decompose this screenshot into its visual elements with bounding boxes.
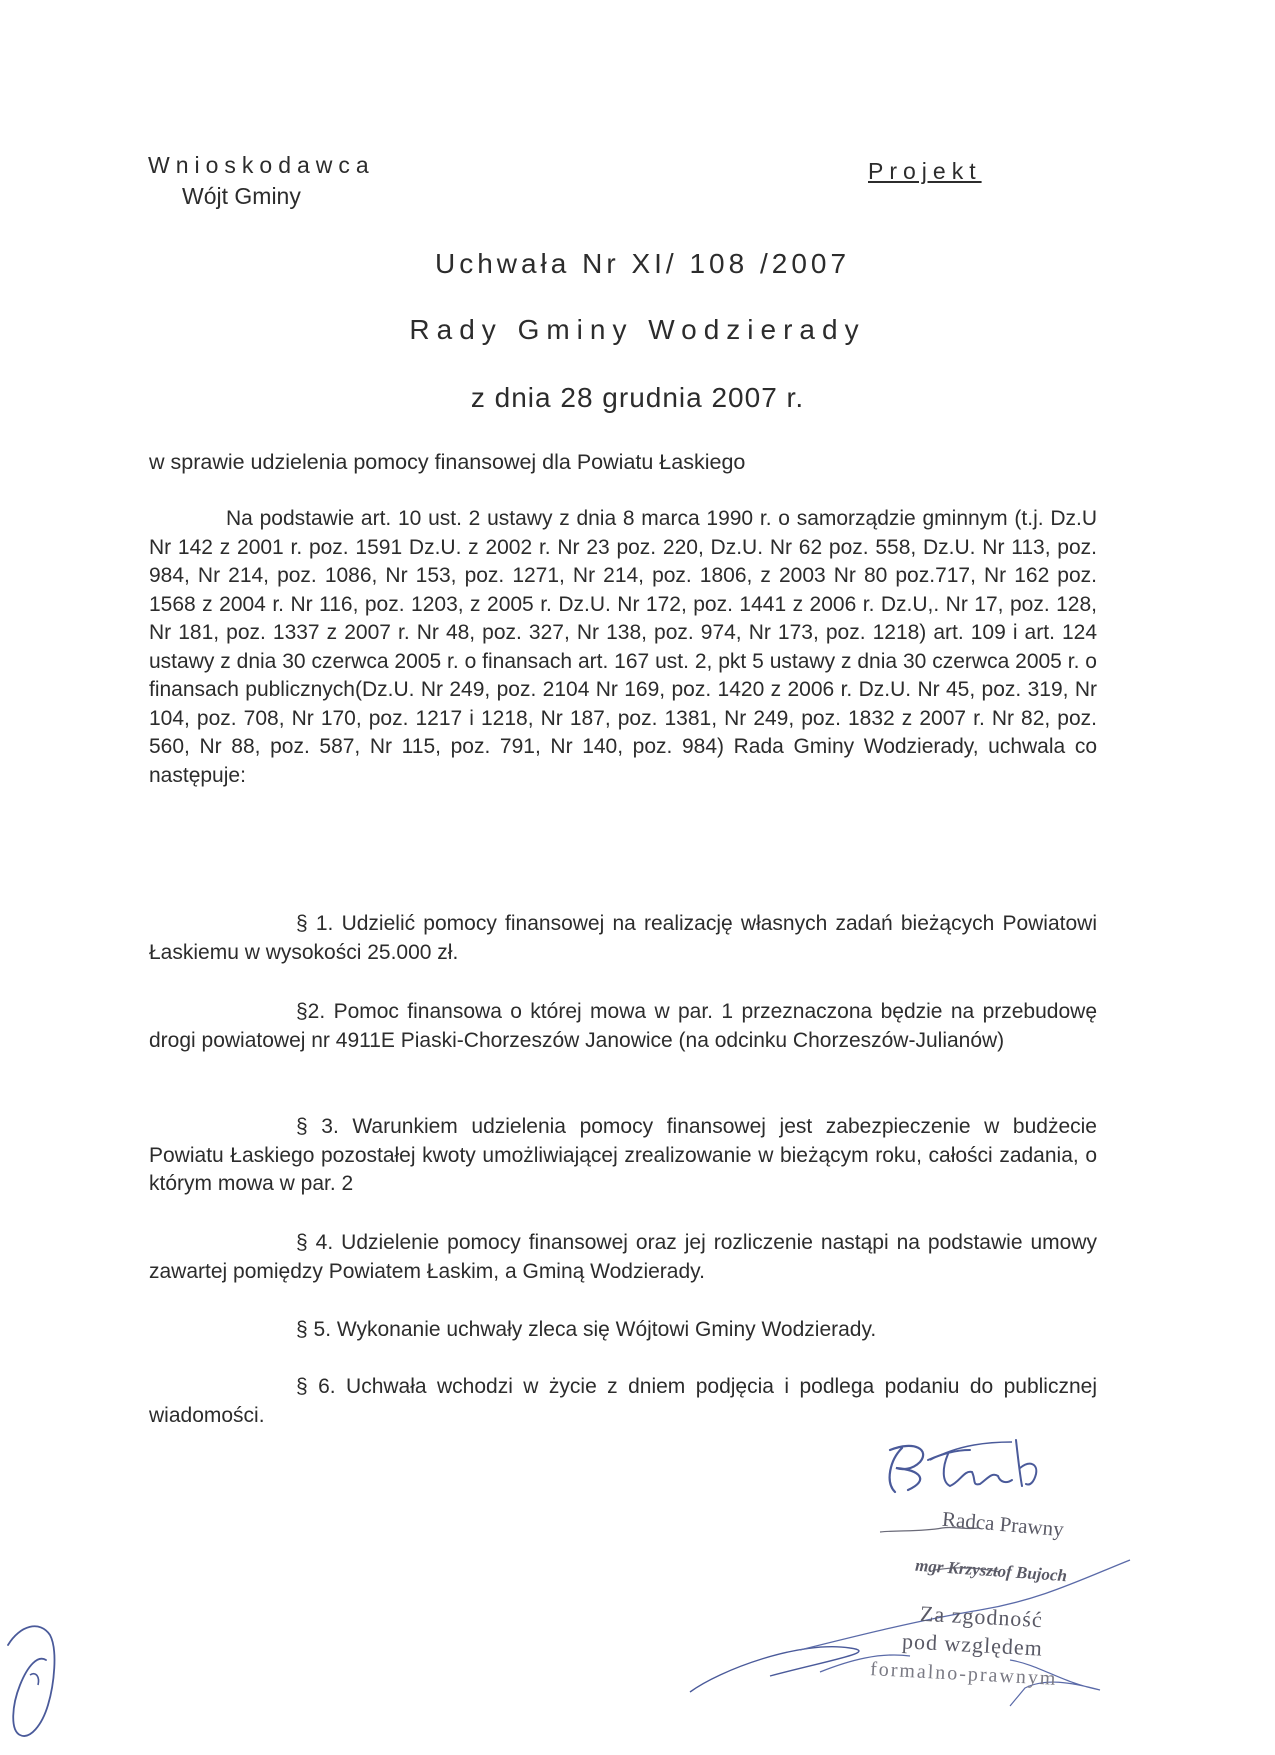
draft-status-label: Projekt — [868, 158, 982, 184]
stamp-line-1: Za zgodność — [919, 1600, 1044, 1633]
stamp-person-name: mgr Krzysztof Bujoch — [914, 1555, 1068, 1586]
section-6: § 6. Uchwała wchodzi w życie z dniem podjęcia i podlega podaniu do publicznej wiadomości. — [149, 1375, 1097, 1427]
stamp-line-2: pod względem — [901, 1628, 1044, 1661]
resolution-subject: w sprawie udzielenia pomocy finansowej dla Powiatu Łaskiego — [149, 450, 746, 474]
stamp-role: Radca Prawny — [941, 1506, 1065, 1542]
section-2: §2. Pomoc finansowa o której mowa w par. 1 przeznaczona będzie na przebudowę drogi powiatowej nr 4911E Piaski-Chorzeszów Janowice (na odcinku Chorzeszów-Julianów) — [149, 1000, 1097, 1052]
applicant-name: Wójt Gminy — [182, 183, 301, 209]
stamp-line-3: formalno-prawnym — [869, 1658, 1058, 1690]
legal-basis-paragraph: Na podstawie art. 10 ust. 2 ustawy z dnia 8 marca 1990 r. o samorządzie gminnym (t.j. Dz.U Nr 142 z 2001 r. poz. 1591 Dz.U. z 2002 r. Nr 23 poz. 220, Dz.U. Nr 62 poz. 558, Dz.U. Nr 113, poz. 984, Nr 214, poz. 1086, Nr 153, poz. 1271, Nr 214, poz. 1806, z 2003 Nr 80 poz.717, Nr 162 poz. 1568 z 2004 r. Nr 116, poz. 1203, z 2005 r. Dz.U. Nr 172, poz. 1441 z 2006 r. Dz.U,. Nr 17, poz. 128, Nr 181, poz. 1337 z 2007 r. Nr 48, poz. 327, Nr 138, poz. 974, Nr 173, poz. 1218) art. 109 i art. 124 ustawy z dnia 30 czerwca 2005 r. o finansach art. 167 ust. 2, pkt 5 ustawy z dnia 30 czerwca 2005 r. o finansach publicznych(Dz.U. Nr 249, poz. 2104 Nr 169, poz. 1420 z 2006 r. Dz.U. Nr 45, poz. 319, Nr 104, poz. 708, Nr 170, poz. 1217 i 1218, Nr 187, poz. 1381, Nr 249, poz. 1832 z 2007 r. Nr 82, poz. 560, Nr 88, poz. 587, Nr 115, poz. 791, Nr 140, poz. 984) Rada Gminy Wodzierady, uchwala co następuje: — [149, 507, 1097, 787]
margin-initials-mark — [0, 1615, 70, 1755]
resolution-date: z dnia 28 grudnia 2007 r. — [470, 382, 805, 413]
section-4: § 4. Udzielenie pomocy finansowej oraz jej rozliczenie nastąpi na podstawie umowy zawartej pomiędzy Powiatem Łaskim, a Gminą Wodzierady. — [149, 1231, 1097, 1283]
resolution-number: Uchwała Nr XI/ 108 /2007 — [434, 248, 851, 279]
section-5: § 5. Wykonanie uchwały zleca się Wójtowi Gminy Wodzierady. — [296, 1318, 877, 1341]
section-3: § 3. Warunkiem udzielenia pomocy finansowej jest zabezpieczenie w budżecie Powiatu Łaskiego pozostałej kwoty umożliwiającej zrealizowanie w bieżącym roku, całości zadania, o którym mowa w par. 2 — [149, 1115, 1097, 1195]
signature-and-stamp — [680, 1420, 1160, 1720]
section-1: § 1. Udzielić pomocy finansowej na realizację własnych zadań bieżących Powiatowi Łaskiemu w wysokości 25.000 zł. — [149, 912, 1097, 964]
council-name: Rady Gminy Wodzierady — [409, 314, 866, 345]
applicant-label: Wnioskodawca — [148, 152, 375, 178]
